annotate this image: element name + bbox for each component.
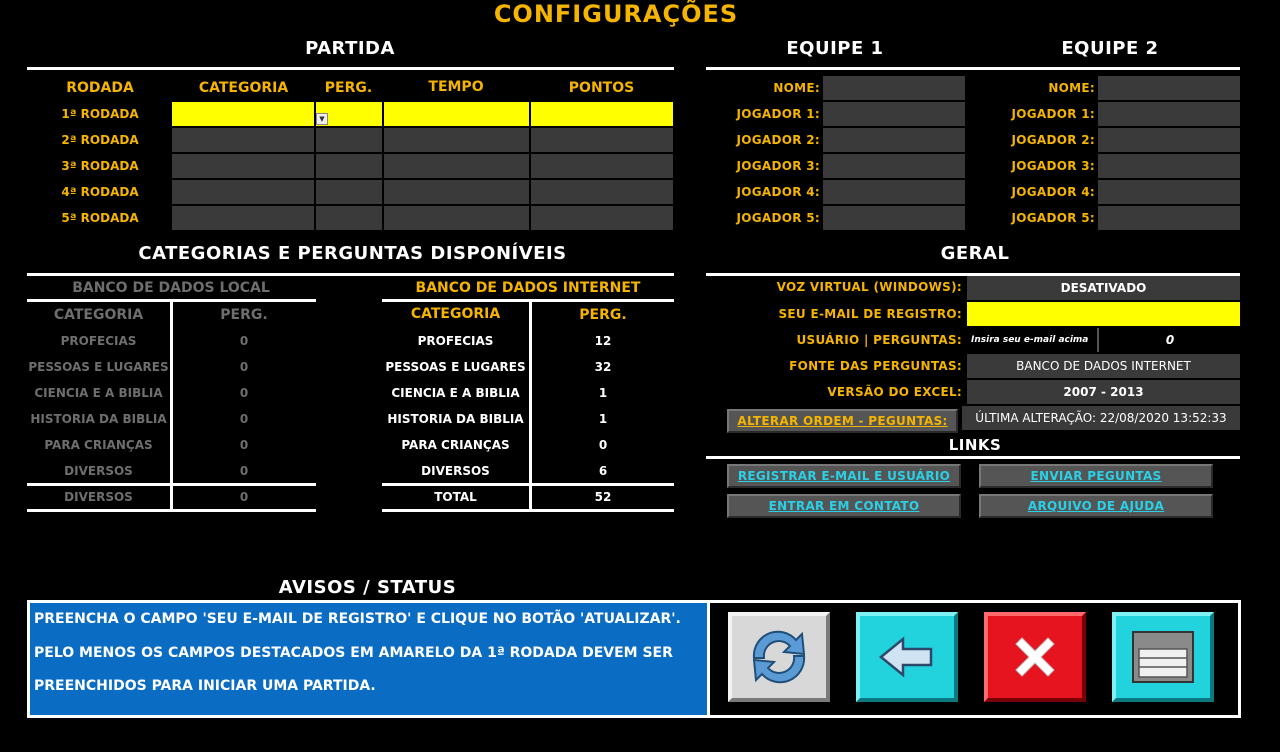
equipe2-jogador2-label: JOGADOR 2: — [1011, 133, 1095, 147]
equipe1-title: EQUIPE 1 — [786, 38, 884, 59]
round2-categoria-select[interactable] — [172, 128, 314, 152]
equipe2-jogador4-field[interactable] — [1098, 180, 1240, 204]
round3-tempo-field[interactable] — [384, 154, 529, 178]
status-line-3: PREENCHIDOS PARA INICIAR UMA PARTIDA. — [34, 678, 376, 694]
voz-virtual-select[interactable]: DESATIVADO — [967, 276, 1240, 300]
fonte-select[interactable]: BANCO DE DADOS INTERNET — [967, 354, 1240, 378]
internet-row-perg: 0 — [598, 438, 608, 452]
divider — [27, 273, 674, 276]
perguntas-count: 0 — [1165, 333, 1175, 347]
equipe1-jogador1-field[interactable] — [823, 102, 965, 126]
local-row-categoria: PESSOAS E LUGARES — [28, 360, 169, 374]
equipe1-jogador2-label: JOGADOR 2: — [736, 133, 820, 147]
round1-categoria-select[interactable] — [172, 102, 314, 126]
col-header-pontos: PONTOS — [568, 80, 635, 96]
back-button[interactable] — [856, 612, 958, 702]
ultima-alteracao: ÚLTIMA ALTERAÇÃO: 22/08/2020 13:52:33 — [962, 406, 1240, 430]
equipe2-jogador3-field[interactable] — [1098, 154, 1240, 178]
round2-tempo-field[interactable] — [384, 128, 529, 152]
round4-tempo-field[interactable] — [384, 180, 529, 204]
divider — [706, 456, 1240, 459]
local-row-categoria: HISTORIA DA BIBLIA — [30, 412, 167, 426]
equipe2-jogador4-label: JOGADOR 4: — [1011, 185, 1095, 199]
divider — [529, 299, 532, 511]
equipe2-jogador2-field[interactable] — [1098, 128, 1240, 152]
entrar-contato-link[interactable]: ENTRAR EM CONTATO — [727, 494, 961, 518]
status-line-2: PELO MENOS OS CAMPOS DESTACADOS EM AMARELO DA 1ª RODADA DEVEM SER — [34, 645, 673, 661]
save-button[interactable] — [1112, 612, 1214, 702]
versao-select[interactable]: 2007 - 2013 — [967, 380, 1240, 404]
divider — [27, 67, 674, 70]
local-row-perg: 0 — [239, 412, 249, 426]
divider — [706, 67, 1240, 70]
equipe1-jogador4-label: JOGADOR 4: — [736, 185, 820, 199]
internet-row-categoria: HISTORIA DA BIBLIA — [387, 412, 524, 426]
divider — [27, 509, 316, 512]
email-field[interactable] — [967, 302, 1240, 326]
equipe2-nome-field[interactable] — [1098, 76, 1240, 100]
local-row-perg: 0 — [239, 360, 249, 374]
round-label: 3ª RODADA — [61, 159, 139, 173]
round3-perg-field[interactable] — [316, 154, 382, 178]
registrar-email-link[interactable]: REGISTRAR E-MAIL E USUÁRIO — [727, 464, 961, 488]
close-icon — [1008, 630, 1062, 684]
local-row-perg: 0 — [239, 438, 249, 452]
equipe1-jogador1-label: JOGADOR 1: — [736, 107, 820, 121]
divider — [382, 509, 674, 512]
fonte-label: FONTE DAS PERGUNTAS: — [789, 359, 962, 373]
equipe2-jogador5-label: JOGADOR 5: — [1011, 211, 1095, 225]
local-footer-categoria: DIVERSOS — [64, 490, 133, 504]
round-label: 5ª RODADA — [61, 211, 139, 225]
round2-pontos-field[interactable] — [531, 128, 673, 152]
round1-perg-field[interactable] — [316, 102, 382, 126]
arrow-left-icon — [877, 635, 937, 679]
equipe1-nome-label: NOME: — [773, 81, 820, 95]
round-label: 1ª RODADA — [61, 107, 139, 121]
refresh-icon — [744, 624, 814, 690]
local-footer-perg: 0 — [239, 490, 249, 504]
email-label: SEU E-MAIL DE REGISTRO: — [778, 307, 962, 321]
arquivo-ajuda-link[interactable]: ARQUIVO DE AJUDA — [979, 494, 1213, 518]
equipe1-jogador4-field[interactable] — [823, 180, 965, 204]
local-row-categoria: PROFECIAS — [60, 334, 137, 348]
equipe1-nome-field[interactable] — [823, 76, 965, 100]
internet-row-categoria: PESSOAS E LUGARES — [385, 360, 526, 374]
status-line-1: PREENCHA O CAMPO 'SEU E-MAIL DE REGISTRO' E CLIQUE NO BOTÃO 'ATUALIZAR'. — [34, 611, 681, 627]
internet-row-perg: 1 — [598, 412, 608, 426]
round1-pontos-field[interactable] — [531, 102, 673, 126]
categorias-title: CATEGORIAS E PERGUNTAS DISPONÍVEIS — [138, 243, 567, 264]
internet-row-perg: 32 — [594, 360, 612, 374]
internet-row-perg: 6 — [598, 464, 608, 478]
links-title: LINKS — [948, 436, 1002, 454]
divider — [27, 483, 316, 486]
local-row-perg: 0 — [239, 334, 249, 348]
refresh-button[interactable] — [728, 612, 830, 702]
internet-row-categoria: CIENCIA E A BIBLIA — [391, 386, 520, 400]
status-message-box — [30, 603, 707, 715]
avisos-title: AVISOS / STATUS — [278, 577, 457, 598]
equipe1-jogador3-label: JOGADOR 3: — [736, 159, 820, 173]
divider — [1097, 328, 1099, 352]
divider — [382, 483, 674, 486]
round-label: 2ª RODADA — [61, 133, 139, 147]
internet-table-title: BANCO DE DADOS INTERNET — [415, 280, 641, 296]
col-header-categoria: CATEGORIA — [198, 80, 289, 96]
internet-col-categoria: CATEGORIA — [410, 306, 501, 322]
versao-label: VERSÃO DO EXCEL: — [827, 385, 962, 399]
equipe1-jogador5-field[interactable] — [823, 206, 965, 230]
local-row-categoria: PARA CRIANÇAS — [44, 438, 153, 452]
equipe2-nome-label: NOME: — [1048, 81, 1095, 95]
local-col-perg: PERG. — [220, 307, 268, 323]
local-col-categoria: CATEGORIA — [53, 307, 144, 323]
close-button[interactable] — [984, 612, 1086, 702]
round5-pontos-field[interactable] — [531, 206, 673, 230]
equipe1-jogador2-field[interactable] — [823, 128, 965, 152]
round1-tempo-field[interactable] — [384, 102, 529, 126]
alterar-ordem-button[interactable]: ALTERAR ORDEM - PEGUNTAS: — [727, 409, 958, 433]
divider — [382, 299, 674, 302]
equipe2-jogador1-field[interactable] — [1098, 102, 1240, 126]
internet-footer-total-label: TOTAL — [434, 490, 477, 504]
local-row-categoria: CIENCIA E A BIBLIA — [34, 386, 163, 400]
usuario-perguntas-label: USUÁRIO | PERGUNTAS: — [796, 333, 962, 347]
internet-row-perg: 1 — [598, 386, 608, 400]
internet-footer-total-value: 52 — [594, 490, 612, 504]
round2-perg-field[interactable] — [316, 128, 382, 152]
internet-row-perg: 12 — [594, 334, 612, 348]
internet-col-perg: PERG. — [579, 307, 627, 323]
equipe2-jogador1-label: JOGADOR 1: — [1011, 107, 1095, 121]
local-row-perg: 0 — [239, 464, 249, 478]
divider — [707, 603, 710, 715]
round-label: 4ª RODADA — [61, 185, 139, 199]
local-row-categoria: DIVERSOS — [64, 464, 133, 478]
round3-pontos-field[interactable] — [531, 154, 673, 178]
col-header-tempo: TEMPO — [428, 79, 484, 95]
divider — [170, 299, 173, 511]
usuario-value: Insira seu e-mail acima — [967, 328, 1097, 352]
col-header-rodada: RODADA — [66, 80, 134, 96]
equipe2-jogador5-field[interactable] — [1098, 206, 1240, 230]
round4-pontos-field[interactable] — [531, 180, 673, 204]
internet-row-categoria: DIVERSOS — [421, 464, 490, 478]
equipe1-jogador3-field[interactable] — [823, 154, 965, 178]
round5-categoria-select[interactable] — [172, 206, 314, 230]
round4-categoria-select[interactable] — [172, 180, 314, 204]
col-header-perg: PERG. — [324, 80, 373, 96]
local-row-perg: 0 — [239, 386, 249, 400]
internet-row-categoria: PARA CRIANÇAS — [401, 438, 510, 452]
equipe2-jogador3-label: JOGADOR 3: — [1011, 159, 1095, 173]
round3-categoria-select[interactable] — [172, 154, 314, 178]
enviar-perguntas-link[interactable]: ENVIAR PEGUNTAS — [979, 464, 1213, 488]
round4-perg-field[interactable] — [316, 180, 382, 204]
save-icon — [1130, 629, 1196, 685]
page-title: CONFIGURAÇÕES — [493, 0, 739, 28]
equipe1-jogador5-label: JOGADOR 5: — [736, 211, 820, 225]
dropdown-arrow-icon[interactable]: ▼ — [316, 113, 328, 125]
internet-row-categoria: PROFECIAS — [417, 334, 494, 348]
partida-title: PARTIDA — [305, 38, 395, 59]
local-table-title: BANCO DE DADOS LOCAL — [72, 280, 270, 296]
voz-virtual-label: VOZ VIRTUAL (WINDOWS): — [776, 280, 962, 294]
round5-tempo-field[interactable] — [384, 206, 529, 230]
geral-title: GERAL — [940, 243, 1010, 264]
round5-perg-field[interactable] — [316, 206, 382, 230]
equipe2-title: EQUIPE 2 — [1061, 38, 1159, 59]
